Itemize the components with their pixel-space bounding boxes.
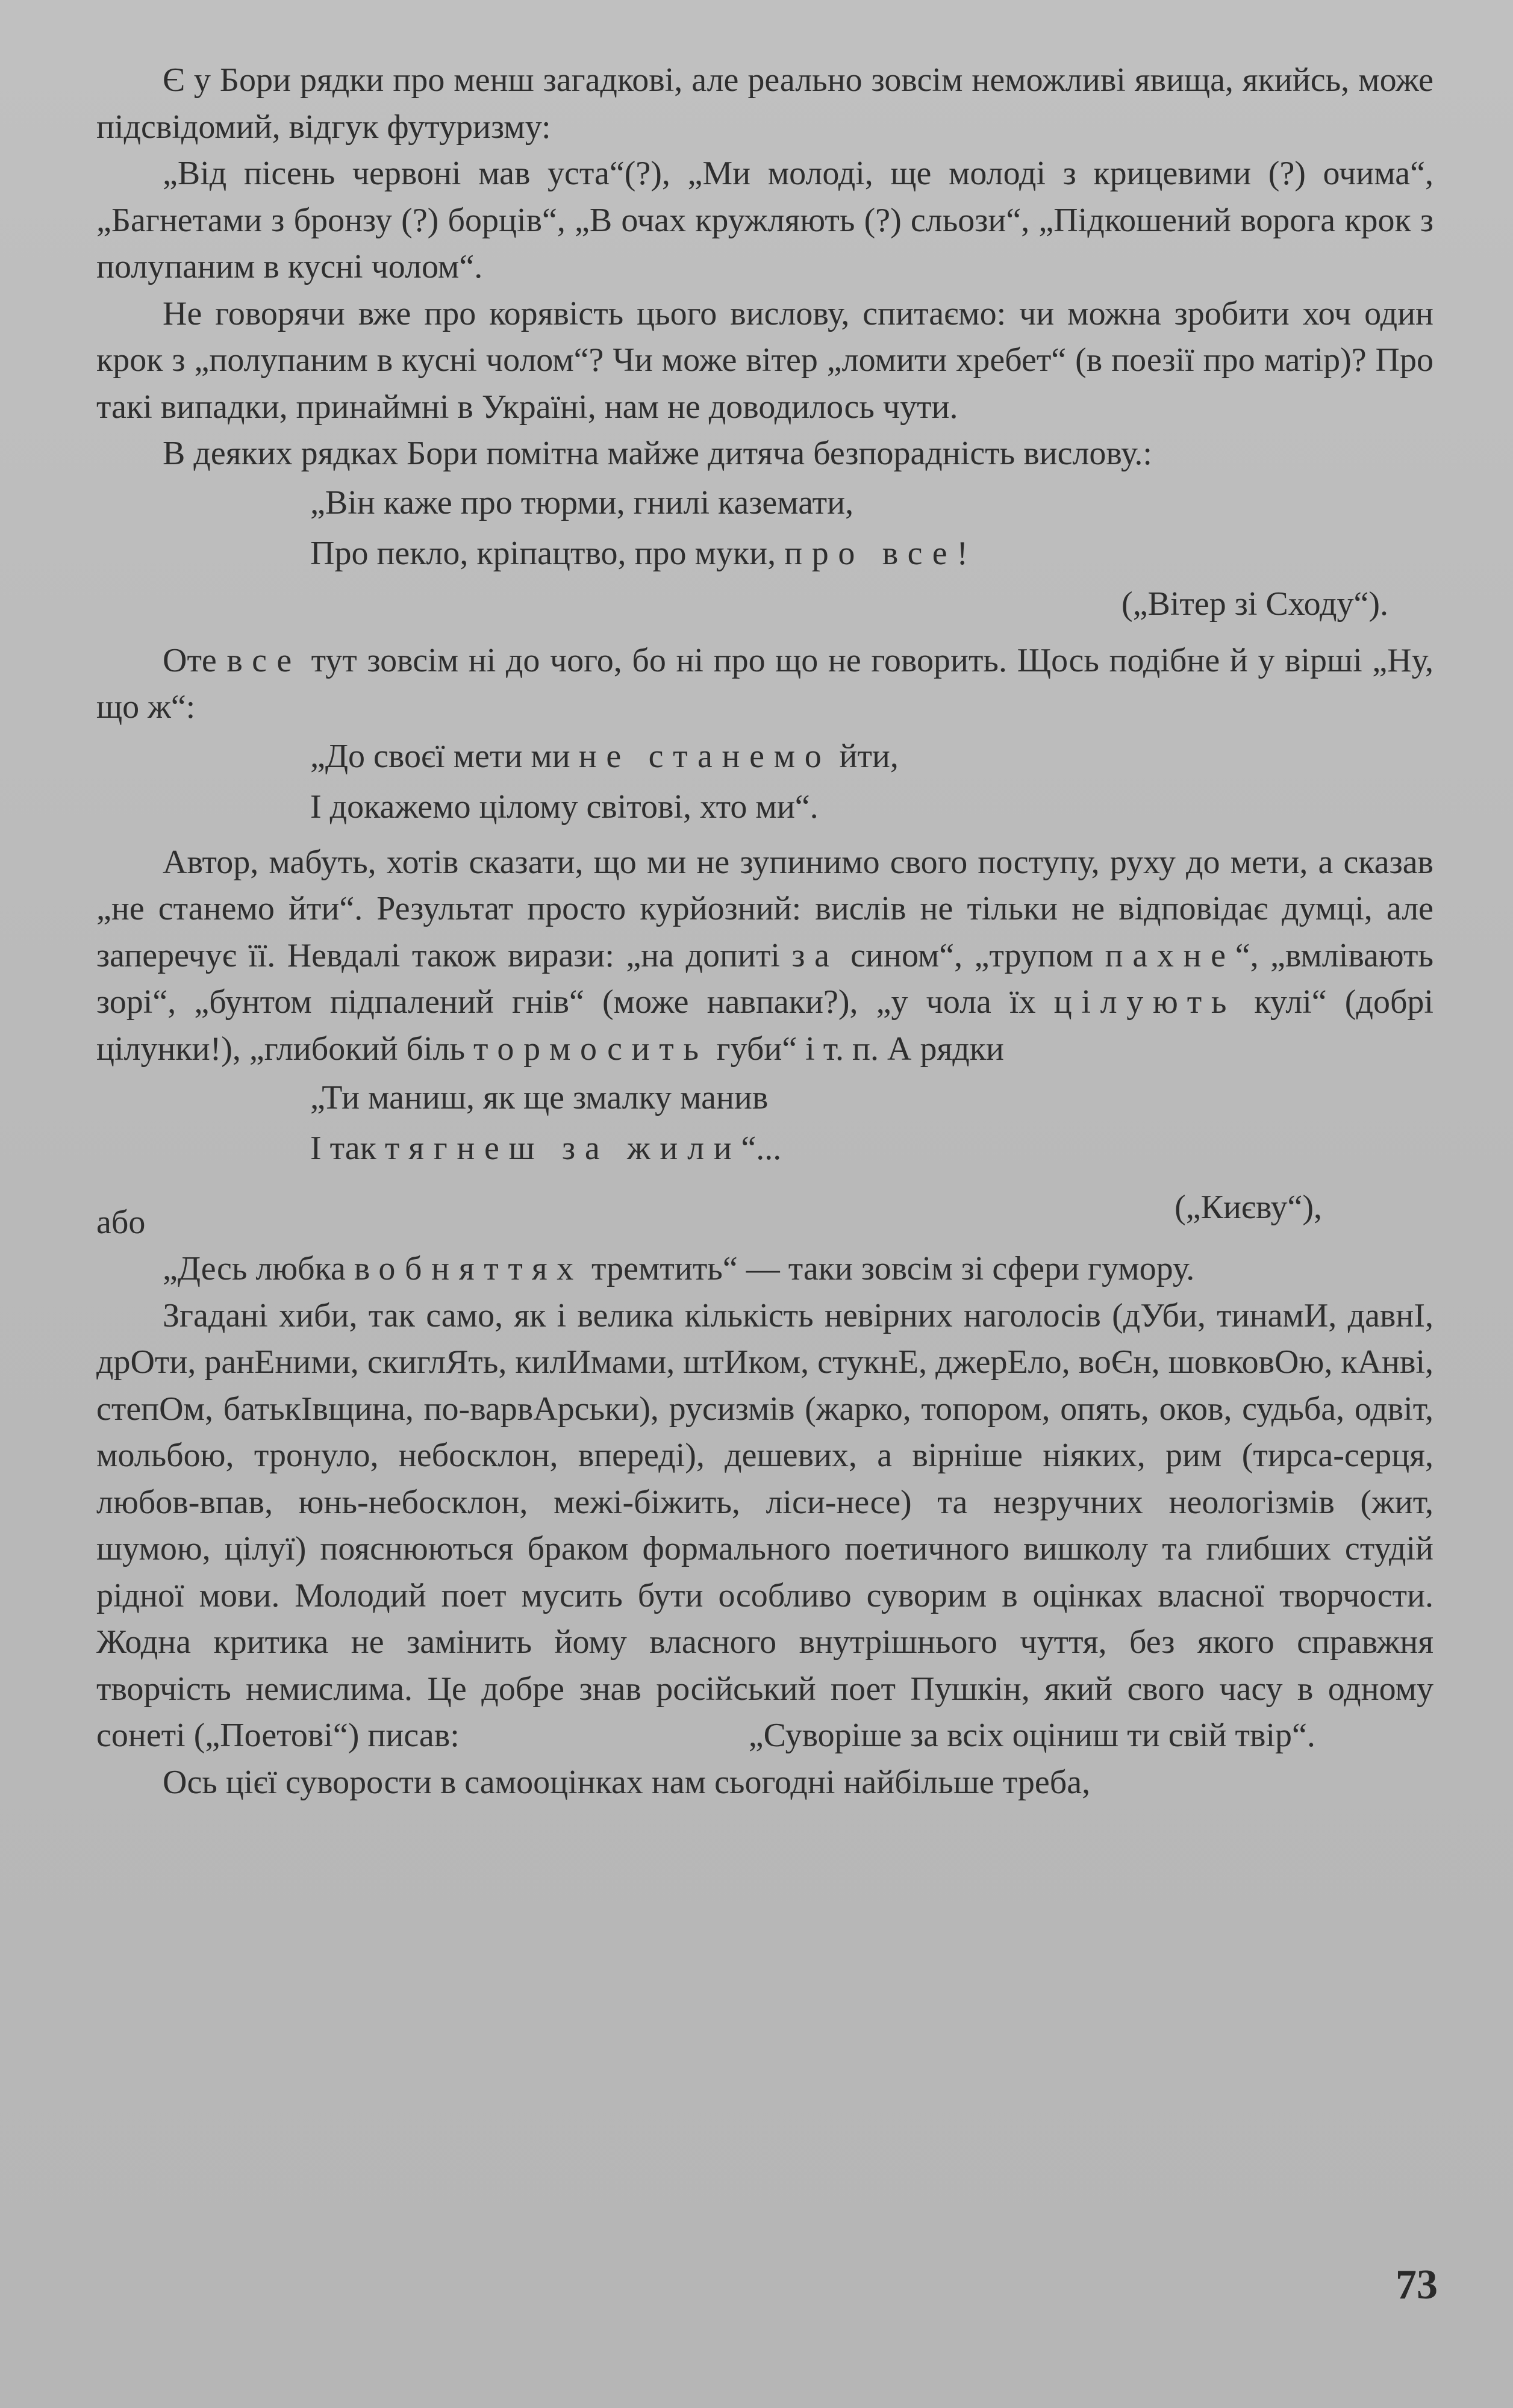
paragraph-question: Не говорячи вже про корявість цього вислову, спитаємо: чи можна зробити хоч один крок з „полупаним в кусні чолом“? Чи може вітер „ломити хребет“ (в поезії про матір)? Про такі випадки, принаймні в Україні, нам не доводилось чути.: [96, 294, 1433, 426]
verse-1-line-2: Про пекло, кріпацтво, про муки, про все!: [310, 534, 968, 572]
paragraph-futurism: Є у Бори рядки про менш загадкові, але реально зовсім неможливі явища, якийсь, може підсвідомий, відгук футуризму:: [96, 61, 1433, 146]
verse-2-line-2: І докажемо цілому світові, хто ми“.: [310, 788, 819, 826]
verse-3-source: („Києву“),: [1175, 1188, 1322, 1226]
paragraph-vse: Оте все тут зовсім ні до чого, бо ні про що не говорить. Щось подібне й у вірші „Ну, що ж“:: [96, 641, 1433, 726]
paragraph-severity: Ось цієї суворости в самооцінках нам сьогодні найбільше треба,: [163, 1763, 1091, 1801]
page-body: [96, 57, 1433, 1806]
paragraph-flaws: Згадані хиби, так само, як і велика кількість невірних наголосів (дУби, тинамИ, давнІ, дрОти, ранЕними, скиглЯть, килИмами, штИком, стукнЕ, джерЕло, воЄн, шовковОю, кАнві, степОм, батькІвщина, по-варвАрськи), русизмів (жарко, топором, опять, оков, судьба, одвіт, мольбою, тронуло, небосклон, впереді), дешевих, а вірніше ніяких, рим (тирса-серця, любов-впав, юнь-небосклон, межі-біжить, ліси-несе) та незручних неологізмів (жит, шумою, цілуї) пояснюються браком формального поетичного вишколу та глибших студій рідної мови. Молодий поет мусить бути особливо суворим в оцінках власної творчости. Жодна критика не замінить йому власного внутрішнього чуття, без якого справжня творчість немислима. Це добре знав російський поет Пушкін, який свого часу в одному сонеті („Поетові“) писав: „Суворіше за всіх оціниш ти свій твір“.: [96, 1296, 1433, 1754]
pushkin-quote: „Суворіше за всіх оціниш ти свій твір“.: [748, 1717, 1315, 1754]
paragraph-helplessness: В деяких рядках Бори помітна майже дитяча безпорадність вислову.:: [163, 435, 1152, 472]
verse-quote-2: [96, 731, 1433, 832]
verse-3-line-1: „Ти маниш, як ще змалку манив: [310, 1079, 769, 1116]
verse-2-line-1: „До своєї мети ми не станемо йти,: [310, 737, 899, 775]
verse-3-source-row: [96, 1174, 1433, 1246]
word-abo: або: [96, 1203, 146, 1241]
page-number: 73: [1396, 2262, 1438, 2308]
verse-3-line-2: І так тягнеш за жили“...: [310, 1130, 782, 1167]
paragraph-quotes: „Від пісень червоні мав уста“(?), „Ми молоді, ще молоді з крицевими (?) очима“, „Багнетами з бронзу (?) борців“, „В очах кружляють (?) сльози“, „Підкошений ворога крок з полупаним в кусні чолом“.: [96, 155, 1433, 285]
verse-1-source: („Вітер зі Сходу“).: [1121, 585, 1388, 623]
paragraph-humor: „Десь любка в обняттях тремтить“ — таки зовсім зі сфери гумору.: [163, 1250, 1195, 1287]
verse-quote-3: [96, 1072, 1433, 1174]
verse-quote-1: [96, 478, 1433, 579]
verse-1-line-1: „Він каже про тюрми, гнилі каземати,: [310, 484, 854, 521]
paragraph-author: Автор, мабуть, хотів сказати, що ми не зупинимо свого поступу, руху до мети, а сказав „не станемо йти“. Результат просто курйозний: вислів не тільки не відповідає думці, але заперечує її. Невдалі також вирази: „на допиті за сином“, „трупом пахне“, „вмлівають зорі“, „бунтом підпалений гнів“ (може навпаки?), „у чола їх цілують кулі“ (добрі цілунки!), „глибокий біль тормосить губи“ і т. п. А рядки: [96, 843, 1433, 1068]
